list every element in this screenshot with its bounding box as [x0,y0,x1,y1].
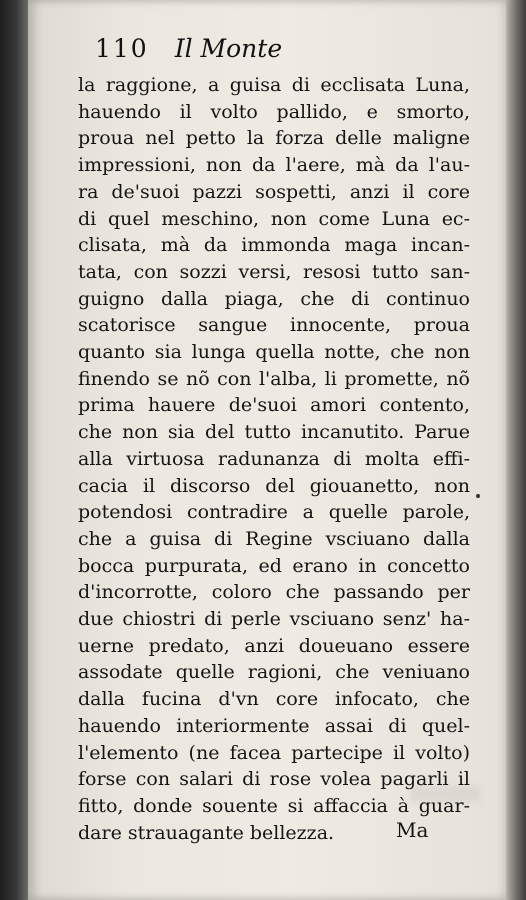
text-line: hauendo il volto pallido, e smorto, [78,100,470,123]
text-line: guigno dalla piaga, che di continuo [78,287,470,310]
text-line: tata, con sozzi versi, resosi tutto san- [78,260,470,283]
text-line: dare strauagante bellezza. [78,821,335,844]
text-line: bocca purpurata, ed erano in concetto [78,554,470,577]
book-gutter [0,0,28,900]
text-line: finendo se nõ con l'alba, li promette, nõ [78,367,470,390]
catchword: Ma [396,818,429,842]
body-text [78,72,470,846]
text-line: assodate quelle ragioni, che veniuano [78,661,470,684]
text-line: uerne predato, anzi doueuano essere [78,634,470,657]
text-line: proua nel petto la forza delle maligne [78,127,470,150]
text-line: che non sia del tutto incanutito. Parue [78,421,470,444]
text-line: scatorisce sangue innocente, proua [78,314,470,337]
page-edge [506,0,526,900]
text-line: potendosi contradire a quelle parole, [78,501,470,524]
text-line: fitto, donde souente si affaccia à guar- [78,794,470,817]
page-number: 110 [95,34,149,63]
page-header [95,34,282,70]
text-line: hauendo interiormente assai di quel- [78,714,470,737]
text-line: l'elemento (ne facea partecipe il volto) [78,741,470,764]
text-line: dalla fucina d'vn core infocato, che [78,688,470,711]
text-line: cacia il discorso del giouanetto, non [78,474,470,497]
ink-speck [476,494,480,498]
text-line: quanto sia lunga quella notte, che non [78,341,470,364]
text-line: prima hauere de'suoi amori contento, [78,394,470,417]
text-line: due chiostri di perle vsciuano senz' ha- [78,608,470,631]
running-title: Il Monte [174,34,283,63]
text-line: forse con salari di rose volea pagarli il [78,768,470,791]
text-line: la raggione, a guisa di ecclisata Luna, [78,74,470,96]
text-line: d'incorrotte, coloro che passando per [78,581,470,604]
text-line: alla virtuosa radunanza di molta effi- [78,447,470,470]
text-line: di quel meschino, non come Luna ec- [78,207,470,230]
text-line: ra de'suoi pazzi sospetti, anzi il core [78,180,470,203]
text-line: impressioni, non da l'aere, mà da l'au- [78,154,470,177]
text-line: che a guisa di Regine vsciuano dalla [78,527,470,550]
text-line: clisata, mà da immonda maga incan- [78,234,470,257]
